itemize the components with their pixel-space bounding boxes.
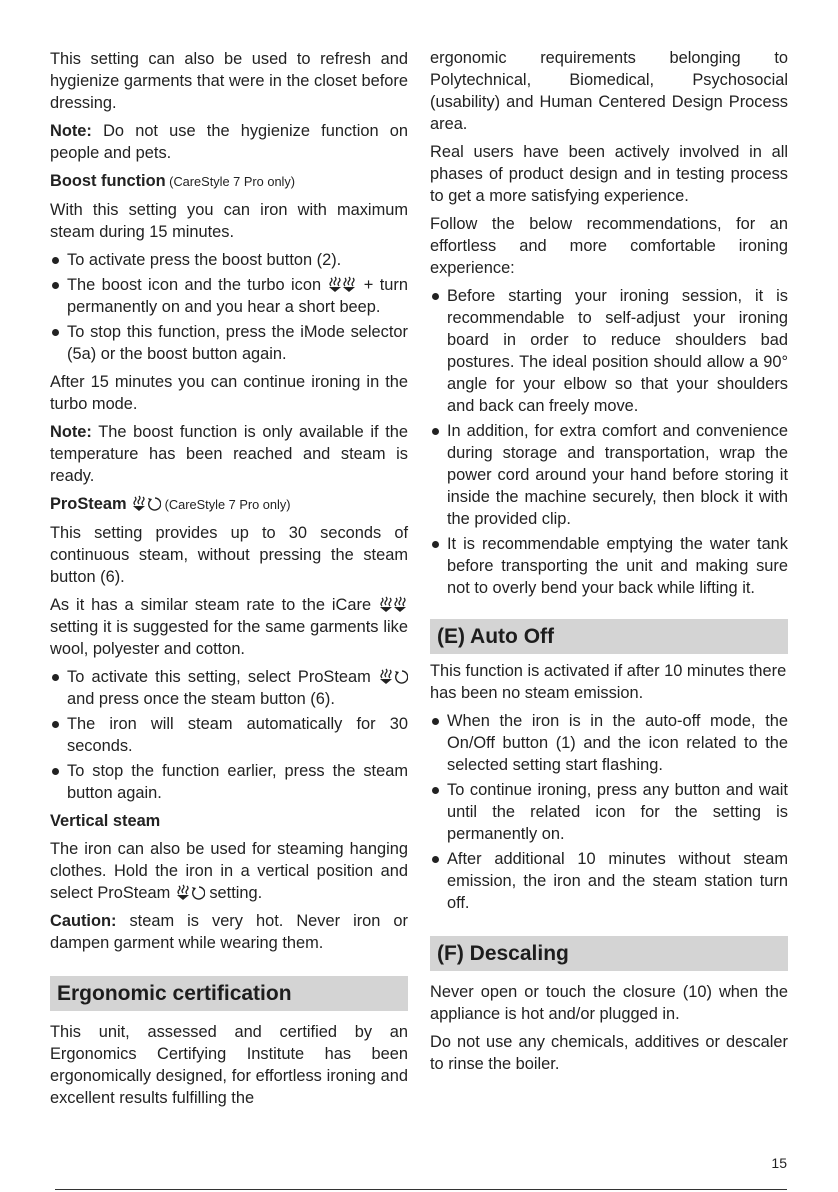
list-item	[430, 848, 788, 914]
page-number: 15	[771, 1155, 787, 1171]
caution-text: steam is very hot. Never iron or dampen garment while wearing them.	[50, 912, 408, 952]
auto-off-bullet-2-text: To continue ironing, press any button and wait until the related icon for the setting is permanently on.	[447, 781, 788, 843]
after-15-paragraph: After 15 minutes you can continue ironing in the turbo mode.	[50, 373, 408, 413]
prosteam-intro: This setting provides up to 30 seconds of continuous steam, without pressing the steam button (6).	[50, 524, 408, 586]
list-item	[50, 666, 408, 710]
boost-bullet-list	[50, 249, 408, 365]
list-item	[430, 710, 788, 776]
ergonomic-certification-header: Ergonomic certification	[50, 976, 408, 1011]
boost-heading-title: Boost function	[50, 172, 166, 190]
vertical-steam-paragraph	[50, 838, 408, 904]
ergonomic-paragraph-continued: ergonomic requirements belonging to Polytechnical, Biomedical, Psychosocial (usability) and Human Centered Design Process area.	[430, 49, 788, 133]
real-users-paragraph: Real users have been actively involved in all phases of product design and in testing process to get a more satisfying experience.	[430, 143, 788, 205]
prosteam-bullet-3-text: To stop the function earlier, press the steam button again.	[67, 762, 408, 802]
left-column	[50, 48, 408, 1115]
note-label: Note:	[50, 423, 92, 441]
recommendations-list	[430, 285, 788, 599]
boost-heading-note: (CareStyle 7 Pro only)	[165, 174, 296, 189]
auto-off-paragraph: This function is activated if after 10 minutes there has been no steam emission.	[430, 662, 787, 702]
prosteam-icon	[175, 884, 205, 901]
auto-off-header: (E) Auto Off	[430, 619, 788, 654]
boost-bullet-2-plus: +	[357, 276, 374, 294]
auto-off-bullet-1-text: When the iron is in the auto-off mode, the On/Off button (1) and the icon related to the selected setting start flashing.	[447, 712, 788, 774]
list-item	[430, 779, 788, 845]
follow-paragraph: Follow the below recommendations, for an effortless and more comfortable ironing experience:	[430, 215, 788, 277]
note-text: The boost function is only available if the temperature has been reached and steam is ready.	[50, 423, 408, 485]
boost-bullet-1-text: To activate press the boost button (2).	[67, 251, 342, 269]
prosteam-bullet-2-text: The iron will steam automatically for 30 seconds.	[67, 715, 408, 755]
prosteam-p2-text-a: As it has a similar steam rate to the iCare	[50, 596, 378, 614]
vertical-steam-heading	[50, 810, 408, 832]
ergonomic-paragraph: This unit, assessed and certified by an Ergonomics Certifying Institute has been ergonomically designed, for effortless ironing and excellent results fulfilling the	[50, 1023, 408, 1107]
intro-paragraph: This setting can also be used to refresh and hygienize garments that were in the closet before dressing.	[50, 50, 408, 112]
descaling-paragraph-1: Never open or touch the closure (10) when the appliance is hot and/or plugged in.	[430, 983, 788, 1023]
auto-off-list	[430, 710, 788, 914]
recommendation-1-text: Before starting your ironing session, it is recommendable to self-adjust your ironing board in order to reduce shoulders bad postures. The ideal position should allow a 90° angle for your elbow so that your shoulders and back can freely move.	[447, 287, 788, 415]
prosteam-p2-text-b: setting it is suggested for the same garments like wool, polyester and cotton.	[50, 618, 408, 658]
note-hygienize	[50, 120, 408, 164]
prosteam-heading-title: ProSteam	[50, 495, 127, 513]
descaling-paragraph-2: Do not use any chemicals, additives or descaler to rinse the boiler.	[430, 1033, 788, 1073]
list-item	[430, 533, 788, 599]
vertical-steam-text-a: The iron can also be used for steaming hanging clothes. Hold the iron in a vertical position and select ProSteam	[50, 840, 408, 902]
auto-off-bullet-3-text: After additional 10 minutes without steam emission, the iron and the steam station turn off.	[447, 850, 788, 912]
prosteam-bullet-list	[50, 666, 408, 804]
prosteam-icon	[131, 495, 161, 512]
prosteam-bullet-1-text-a: To activate this setting, select ProSteam	[67, 668, 378, 686]
list-item	[430, 285, 788, 417]
vertical-steam-title: Vertical steam	[50, 812, 161, 830]
prosteam-bullet-1-text-b: and press once the steam button (6).	[67, 690, 335, 708]
boost-bullet-2-text-b: turn permanently on and you hear a short beep.	[67, 276, 408, 316]
prosteam-heading	[50, 493, 408, 516]
boost-bullet-3-text: To stop this function, press the iMode selector (5a) or the boost button again.	[67, 323, 408, 363]
prosteam-icon	[378, 668, 408, 685]
list-item	[50, 760, 408, 804]
right-column	[430, 47, 788, 1081]
prosteam-paragraph-2	[50, 594, 408, 660]
recommendation-3-text: It is recommendable emptying the water tank before transporting the unit and making sure not to overly bend your back while lifting it.	[447, 535, 788, 597]
icare-steam-icon	[378, 596, 408, 613]
boost-heading	[50, 170, 408, 193]
recommendation-2-text: In addition, for extra comfort and convenience during storage and transportation, wrap the power cord around your hand before storing it inside the machine securely, then block it with the provided clip.	[447, 422, 788, 528]
list-item	[430, 420, 788, 530]
list-item	[50, 249, 408, 271]
boost-steam-icon	[327, 276, 357, 293]
prosteam-heading-note: (CareStyle 7 Pro only)	[161, 497, 291, 512]
footer-divider	[55, 1189, 787, 1190]
boost-intro: With this setting you can iron with maximum steam during 15 minutes.	[50, 201, 408, 241]
boost-bullet-2-text-a: The boost icon and the turbo icon	[67, 276, 328, 294]
note-text: Do not use the hygienize function on people and pets.	[50, 122, 408, 162]
descaling-header: (F) Descaling	[430, 936, 788, 971]
list-item	[50, 321, 408, 365]
note-boost	[50, 421, 408, 487]
note-label: Note:	[50, 122, 92, 140]
list-item	[50, 713, 408, 757]
list-item	[50, 274, 408, 318]
caution-label: Caution:	[50, 912, 117, 930]
vertical-steam-text-b: setting.	[204, 884, 263, 902]
caution-paragraph	[50, 910, 408, 954]
